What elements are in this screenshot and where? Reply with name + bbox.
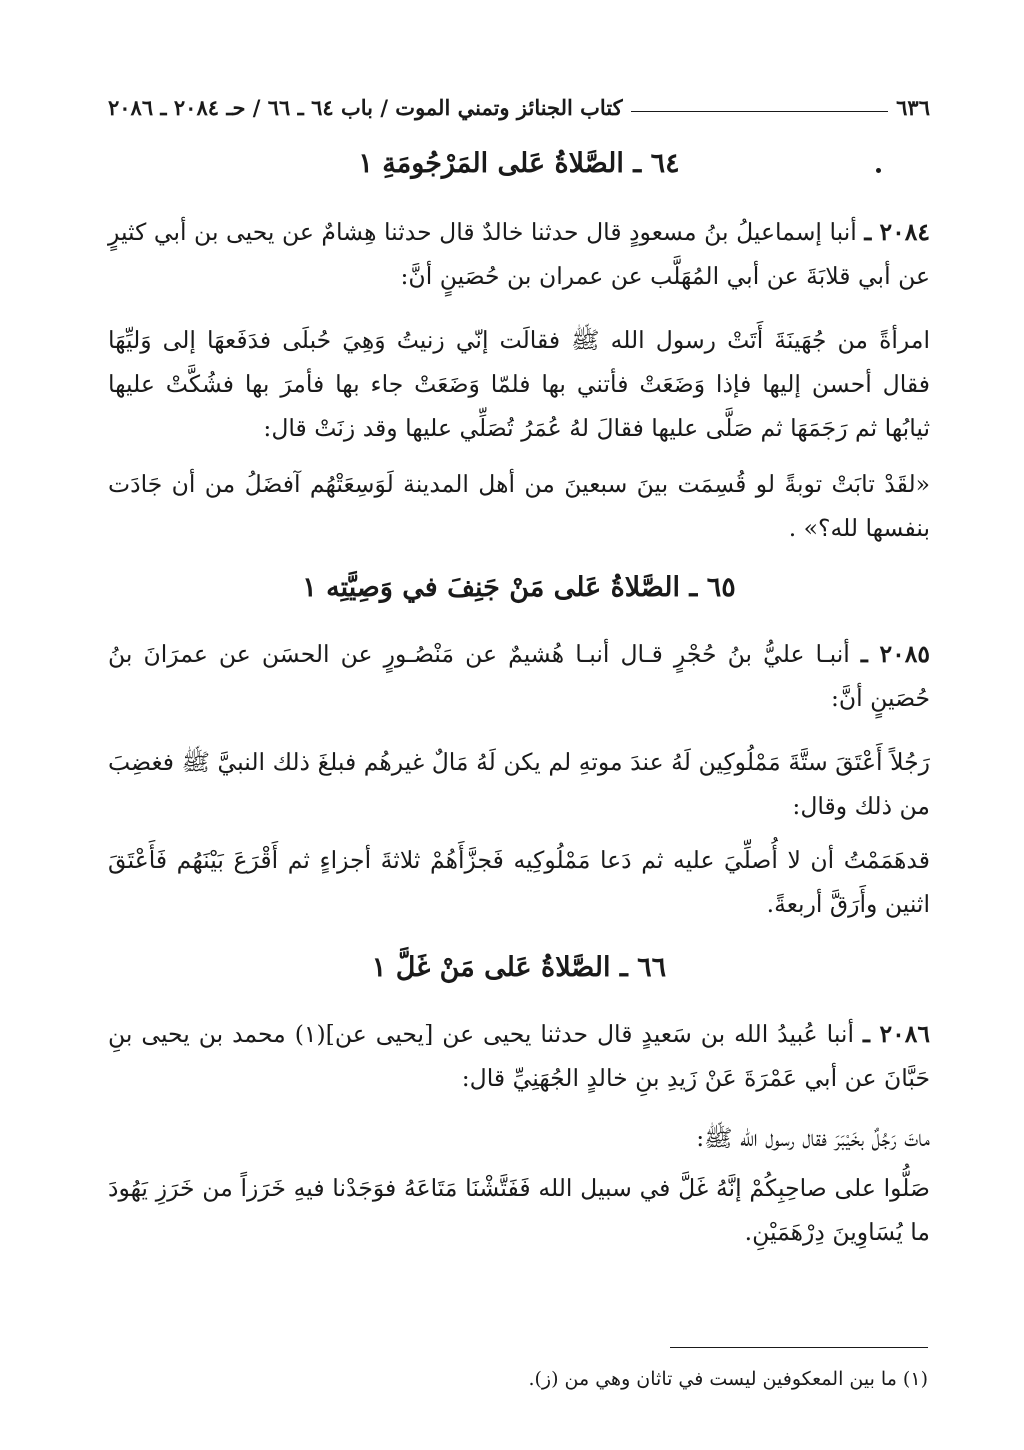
hadith-number-2084: ٢٠٨٤ ـ [864,218,930,246]
hadith-matn: صَلُّوا على صاحِبِكُمْ إنَّهُ غَلَّ في سبيل الله فَفَتَّشْنَا مَتَاعَهُ فوَجَدْنا فيهِ خَرَزاً من خَرَزِ يَهُودَ ما يُسَاوِينَ دِرْهَمَيْنِ. [108,1174,930,1246]
chapter-heading-64: ٦٤ ـ الصَّلاةُ عَلى المَرْجُومَةِ ١ [358,148,680,179]
running-header [108,84,930,120]
hadith-isnad-2085 [108,632,930,720]
footnote-rule [670,1347,928,1348]
running-title: كتاب الجنائز وتمني الموت / باب ٦٤ ـ ٦٦ / حـ ٢٠٨٤ ـ ٢٠٨٦ [108,95,623,120]
page-number: ٦٣٦ [896,95,930,120]
hadith-isnad-2084 [108,210,930,298]
hadith-number-2085: ٢٠٨٥ ـ [860,640,930,668]
hadith-matn: رَجُلاً أَعْتَقَ ستَّةَ مَمْلُوكِين لَهُ عندَ موتهِ لم يكن لَهُ مَالٌ غيرهُم فبلغَ ذلك النبيَّ ﷺ فغضِبَ من ذلك وقال: [108,748,930,820]
hadith-matn: امرأةً من جُهَينَةَ أَتَتْ رسول الله ﷺ فقالَت إنّي زنيتُ وَهِيَ حُبلَى فدَفَعهَا إلى وَليِّهَا فقال أحسن إليها فإذا وَضَعَتْ فأتني بها فلمّا وَضَعَتْ جاء بها فأمرَ بها فشُكَّتْ عليها ثيابُها ثم رَجَمَهَا ثم صَلَّى عليها فقالَ لهُ عُمَرُ تُصَلِّي عليها وقد زنَتْ قال: [108,326,930,442]
isnad-text: أنبـا عليُّ بنُ حُجْرٍ قـال أنبـا هُشيمٌ عن مَنْصُـورٍ عن الحسَن عن عمرَانَ بنُ حُصَينٍ أنَّ: [108,640,930,712]
chapter-heading-65: ٦٥ ـ الصَّلاةُ عَلى مَنْ جَنِفَ في وَصِيَّتِه ١ [302,572,736,603]
hadith-matn: قدهَمَمْتُ أن لا أُصلِّيَ عليه ثم دَعا مَمْلُوكِيه فَجزَّأَهُمْ ثلاثةَ أجزاءٍ ثم أَقْرَعَ بَيْنَهُم فَأَعْتَقَ اثنين وأَرَقَّ أربعةً. [108,846,930,918]
hadith-isnad-2086 [108,1012,930,1100]
isnad-text: أنبا إسماعيلُ بنُ مسعودٍ قال حدثنا خالدٌ قال حدثنا هِشامٌ عن يحيى بن أبي كثيرٍ عن أبي قلابَةَ عن أبي المُهَلَّب عن عمران بن حُصَينٍ أنَّ: [108,218,930,290]
chapter-heading-66: ٦٦ ـ الصَّلاةُ عَلى مَنْ غَلَّ ١ [371,952,667,983]
hadith-number-2086: ٢٠٨٦ ـ [862,1020,930,1048]
header-rule [631,111,889,112]
footnote: (١) ما بين المعكوفين ليست في تاثان وهي من (ز). [528,1368,928,1390]
isnad-text: أنبا عُبيدُ الله بن سَعيدٍ قال حدثنا يحيى عن [يحيى عن](١) محمد بن يحيى بنِ حَبَّانَ عن أبي عَمْرَةَ عَنْ زَيدِ بنِ خالدٍ الجُهَنِيِّ قال: [108,1020,930,1092]
hadith-matn: «لقَدْ تابَتْ توبةً لو قُسِمَت بينَ سبعينَ من أهل المدينة لَوَسِعَتْهُم آفضَلُ من أن جَادَت بنفسها لله؟» . [108,470,930,542]
hadith-matn: ماتَ رَجُلٌ بخَيْبَرَ فقال رسول الله ﷺ: [696,1124,930,1152]
